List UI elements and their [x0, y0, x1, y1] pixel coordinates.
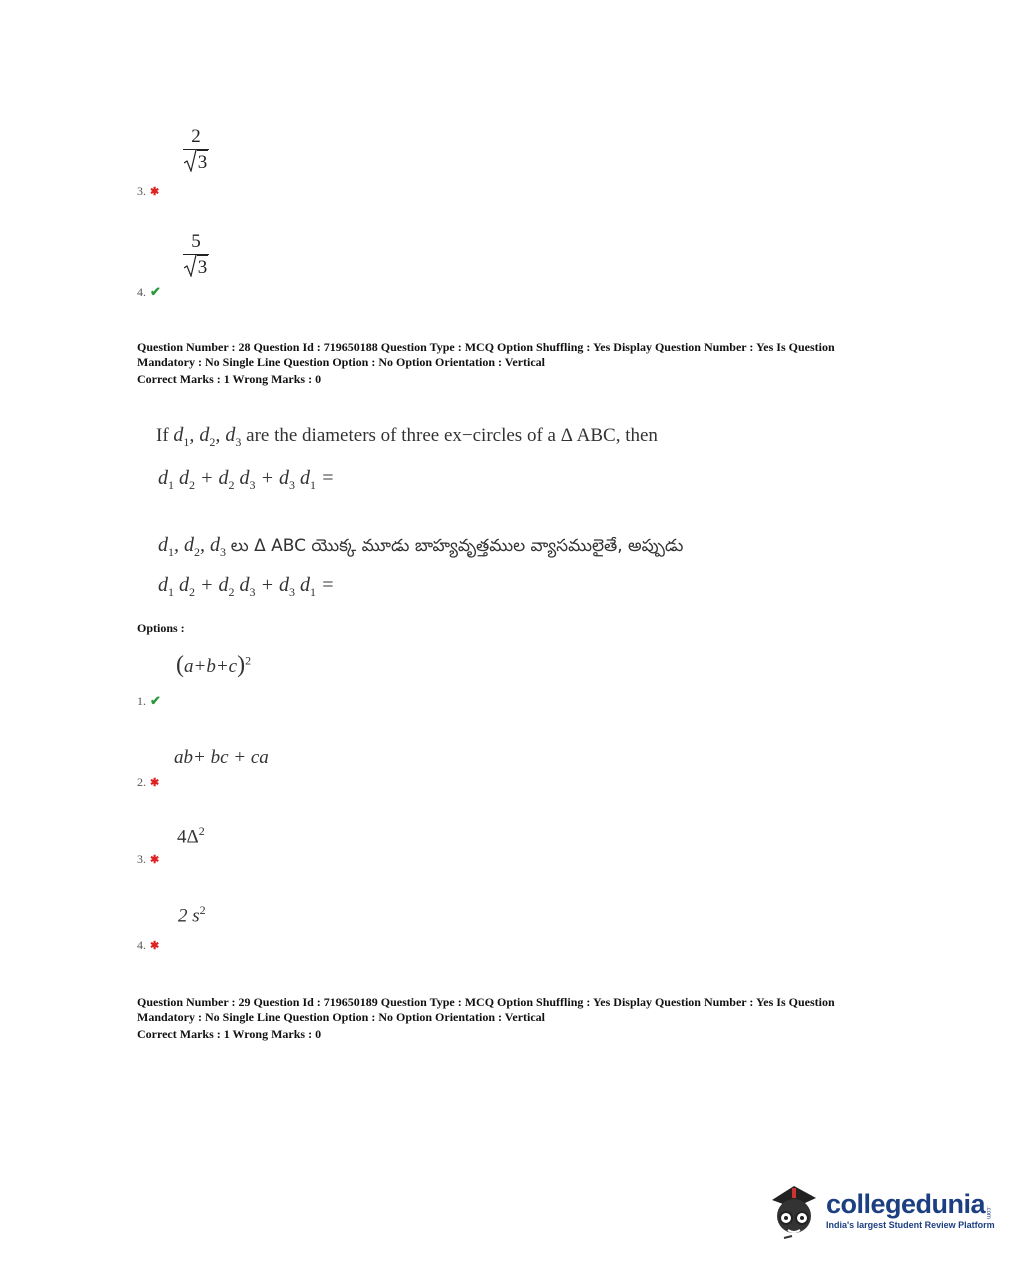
- mascot-icon: [766, 1178, 822, 1240]
- option-1-number: 1. ✔: [137, 693, 161, 708]
- cross-icon: ✱: [150, 186, 160, 198]
- question-telugu: $d_1$, $d_2$, $d_3$ లు Δ ABC యొక్క మూడు బాహ్యవృత్తముల వ్యాసములైతే, అప్పుడు: [158, 534, 684, 559]
- check-icon: ✔: [150, 693, 161, 708]
- numerator: 5: [191, 231, 201, 252]
- check-icon: ✔: [150, 284, 161, 299]
- cross-icon: ✱: [150, 940, 160, 952]
- option-4-formula: [183, 232, 209, 277]
- collegedunia-logo: [766, 1178, 995, 1240]
- option-1-formula: $(a+b+c)^2$: [176, 652, 252, 678]
- question-28-meta: Question Number : 28 Question Id : 719650188 Question Type : MCQ Option Shuffling : Yes Display Question Number : Yes Is Question Mandatory : No Single Line Question Option : No Option Orientation : Vertical Correct Marks : 1 Wrong Marks : 0: [137, 340, 835, 386]
- options-label: Options :: [137, 621, 185, 635]
- question-english: If $d_1$, $d_2$, $d_3$ are the diameters of three ex−circles of a Δ ABC, then: [156, 424, 658, 449]
- option-3-number: 3. ✱: [137, 184, 160, 198]
- cross-icon: ✱: [150, 854, 160, 866]
- option-2-number: 2. ✱: [137, 775, 160, 789]
- cross-icon: ✱: [150, 777, 160, 789]
- question-english-formula: $d_1$ $d_2 + d_2$ $d_3 + d_3$ $d_1$ =: [158, 467, 335, 492]
- radicand: 3: [197, 152, 208, 173]
- option-2-formula: ab+ bc + ca: [174, 747, 269, 768]
- radicand: 3: [197, 257, 208, 278]
- numerator: 2: [191, 126, 201, 147]
- logo-name: collegedunia: [826, 1188, 986, 1219]
- question-29-meta: Question Number : 29 Question Id : 719650189 Question Type : MCQ Option Shuffling : Yes Display Question Number : Yes Is Question Mandatory : No Single Line Question Option : No Option Orientation : Vertical Correct Marks : 1 Wrong Marks : 0: [137, 995, 835, 1041]
- option-3-number: 3. ✱: [137, 852, 160, 866]
- option-4-number: 4. ✱: [137, 938, 160, 952]
- option-4-formula: 2 $s^2$: [178, 903, 206, 927]
- logo-tagline: India's largest Student Review Platform: [826, 1219, 995, 1230]
- question-telugu-formula: $d_1$ $d_2 + d_2$ $d_3 + d_3$ $d_1$ =: [158, 574, 335, 599]
- logo-suffix: .com: [985, 1206, 992, 1220]
- option-4-number: 4. ✔: [137, 284, 161, 299]
- option-3-formula: $4\Delta^2$: [177, 824, 205, 848]
- option-3-formula: [183, 127, 209, 172]
